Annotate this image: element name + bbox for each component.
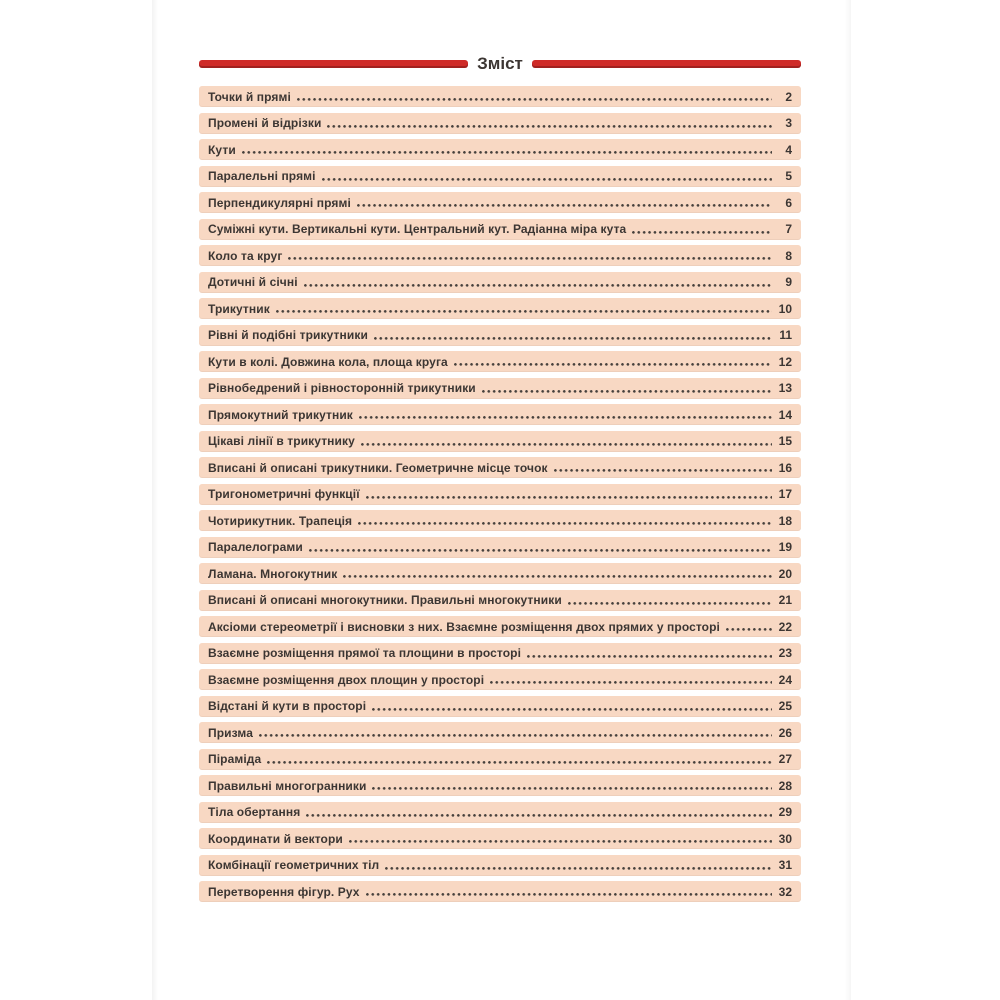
- toc-entry-page: 13: [778, 381, 792, 395]
- toc-entry-page: 25: [778, 699, 792, 713]
- dot-leader-icon: [297, 98, 772, 102]
- dot-leader-icon: [527, 655, 772, 659]
- toc-entry-page: 5: [785, 169, 792, 183]
- toc-content: [199, 54, 801, 908]
- dot-leader-icon: [267, 761, 772, 765]
- toc-entry-label: Правильні многогранники: [208, 778, 367, 793]
- toc-entry-page: 28: [778, 778, 792, 793]
- toc-entry-page: 12: [778, 354, 792, 369]
- toc-entry-page: 14: [778, 407, 792, 422]
- toc-entry-page: 29: [778, 805, 792, 819]
- toc-entry: [199, 749, 801, 770]
- dot-leader-icon: [242, 151, 772, 155]
- toc-entry-page: 26: [778, 725, 792, 740]
- toc-entry-label: Дотичні й січні: [208, 275, 298, 289]
- toc-entry-label: Коло та круг: [208, 248, 283, 263]
- dot-leader-icon: [554, 469, 772, 473]
- dot-leader-icon: [482, 390, 772, 394]
- toc-entry: [199, 325, 801, 346]
- toc-entry: [199, 86, 801, 107]
- toc-list: [199, 86, 801, 902]
- dot-leader-icon: [276, 310, 772, 314]
- toc-entry: [199, 404, 801, 425]
- dot-leader-icon: [306, 814, 772, 818]
- toc-entry-page: 10: [778, 301, 792, 316]
- dot-leader-icon: [454, 363, 772, 367]
- toc-entry-label: Тригонометричні функції: [208, 487, 360, 501]
- toc-entry-page: 17: [778, 487, 792, 501]
- dot-leader-icon: [366, 496, 772, 500]
- toc-entry-page: 8: [785, 248, 792, 263]
- toc-entry: [199, 192, 801, 213]
- toc-entry: [199, 669, 801, 690]
- toc-entry-page: 11: [779, 328, 792, 342]
- dot-leader-icon: [309, 549, 772, 553]
- toc-entry-page: 4: [785, 142, 792, 157]
- dot-leader-icon: [358, 522, 772, 526]
- dot-leader-icon: [385, 867, 772, 871]
- toc-entry: [199, 616, 801, 637]
- toc-entry-page: 22: [778, 619, 792, 634]
- toc-entry: [199, 484, 801, 505]
- toc-entry-page: 6: [785, 195, 792, 210]
- toc-entry-label: Ламана. Многокутник: [208, 566, 338, 581]
- toc-entry-label: Піраміда: [208, 752, 262, 766]
- toc-entry-page: 7: [785, 222, 792, 236]
- toc-entry-page: 15: [778, 434, 792, 448]
- dot-leader-icon: [349, 840, 772, 844]
- toc-entry-label: Взаємне розміщення прямої та площини в просторі: [208, 646, 522, 660]
- toc-entry-label: Вписані й описані трикутники. Геометричне місце точок: [208, 460, 548, 475]
- toc-entry-page: 31: [778, 858, 792, 872]
- toc-entry: [199, 802, 801, 823]
- toc-entry-page: 16: [778, 460, 792, 475]
- toc-entry-label: Суміжні кути. Вертикальні кути. Центральний кут. Радіанна міра кута: [208, 222, 627, 236]
- toc-entry-label: Рівні й подібні трикутники: [208, 328, 368, 342]
- toc-entry-label: Призма: [208, 725, 253, 740]
- toc-entry: [199, 828, 801, 849]
- dot-leader-icon: [632, 231, 772, 235]
- toc-entry-label: Паралелограми: [208, 540, 303, 554]
- toc-entry: [199, 881, 801, 902]
- toc-entry-label: Тіла обертання: [208, 805, 301, 819]
- dot-leader-icon: [343, 575, 772, 579]
- toc-entry-label: Точки й прямі: [208, 89, 291, 104]
- toc-entry-label: Кути в колі. Довжина кола, площа круга: [208, 354, 448, 369]
- toc-entry-page: 3: [785, 116, 792, 130]
- toc-entry-label: Вписані й описані многокутники. Правильні многокутники: [208, 593, 562, 607]
- toc-entry: [199, 378, 801, 399]
- toc-entry: [199, 272, 801, 293]
- toc-entry-page: 18: [778, 513, 792, 528]
- toc-entry: [199, 537, 801, 558]
- toc-entry: [199, 139, 801, 160]
- dot-leader-icon: [568, 602, 772, 606]
- dot-leader-icon: [259, 734, 772, 738]
- toc-entry-label: Перетворення фігур. Рух: [208, 884, 360, 899]
- toc-entry: [199, 563, 801, 584]
- dot-leader-icon: [726, 628, 772, 632]
- toc-entry-page: 19: [778, 540, 792, 554]
- page-title: Зміст: [477, 54, 523, 73]
- toc-entry: [199, 298, 801, 319]
- toc-entry-page: 24: [778, 672, 792, 687]
- toc-entry-label: Перпендикулярні прямі: [208, 195, 351, 210]
- toc-entry: [199, 643, 801, 664]
- toc-entry: [199, 431, 801, 452]
- toc-entry-page: 21: [778, 593, 792, 607]
- toc-entry: [199, 775, 801, 796]
- toc-entry-page: 20: [778, 566, 792, 581]
- toc-entry-label: Кути: [208, 142, 236, 157]
- toc-entry-page: 2: [785, 89, 792, 104]
- toc-entry-label: Цікаві лінії в трикутнику: [208, 434, 355, 448]
- dot-leader-icon: [357, 204, 772, 208]
- toc-entry: [199, 113, 801, 134]
- dot-leader-icon: [374, 337, 772, 341]
- toc-entry-label: Комбінації геометричних тіл: [208, 858, 380, 872]
- dot-leader-icon: [322, 178, 772, 182]
- dot-leader-icon: [366, 893, 772, 897]
- toc-entry: [199, 166, 801, 187]
- toc-header: [199, 54, 801, 73]
- dot-leader-icon: [372, 708, 772, 712]
- toc-entry: [199, 510, 801, 531]
- toc-entry: [199, 855, 801, 876]
- toc-entry-page: 9: [785, 275, 792, 289]
- toc-entry-label: Координати й вектори: [208, 831, 343, 846]
- toc-entry: [199, 351, 801, 372]
- toc-entry-label: Рівнобедрений і рівносторонній трикутники: [208, 381, 476, 395]
- toc-entry-page: 32: [778, 884, 792, 899]
- dot-leader-icon: [372, 787, 772, 791]
- toc-entry-label: Відстані й кути в просторі: [208, 699, 367, 713]
- toc-entry: [199, 457, 801, 478]
- dot-leader-icon: [288, 257, 772, 261]
- header-rule-right: [532, 60, 801, 68]
- toc-entry-label: Аксіоми стереометрії і висновки з них. Взаємне розміщення двох прямих у просторі: [208, 619, 720, 634]
- toc-entry-label: Прямокутний трикутник: [208, 407, 353, 422]
- toc-entry-label: Взаємне розміщення двох площин у просторі: [208, 672, 485, 687]
- page-edge-left: [152, 0, 158, 1000]
- dot-leader-icon: [327, 125, 772, 129]
- dot-leader-icon: [361, 443, 772, 447]
- page-edge-right: [845, 0, 851, 1000]
- toc-entry: [199, 590, 801, 611]
- toc-entry-label: Промені й відрізки: [208, 116, 322, 130]
- toc-entry: [199, 696, 801, 717]
- header-rule-left: [199, 60, 468, 68]
- toc-entry: [199, 722, 801, 743]
- toc-entry: [199, 245, 801, 266]
- dot-leader-icon: [490, 681, 772, 685]
- dot-leader-icon: [304, 284, 772, 288]
- toc-entry-page: 27: [778, 752, 792, 766]
- toc-entry-label: Чотирикутник. Трапеція: [208, 513, 353, 528]
- toc-entry-label: Трикутник: [208, 301, 270, 316]
- dot-leader-icon: [359, 416, 772, 420]
- toc-entry: [199, 219, 801, 240]
- toc-entry-page: 23: [778, 646, 792, 660]
- toc-entry-page: 30: [778, 831, 792, 846]
- toc-entry-label: Паралельні прямі: [208, 169, 316, 183]
